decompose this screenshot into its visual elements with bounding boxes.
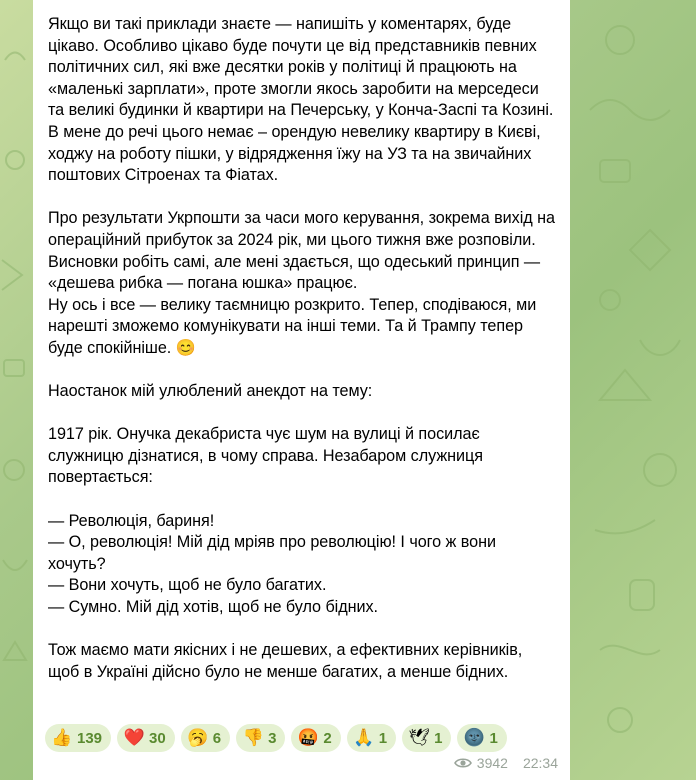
- post-text: Якщо ви такі приклади знаєте — напишіть у коментарях, буде цікаво. Особливо цікаво буде почути це від представників певних політичних сил, які вже десятки років у політиці й працюють на «маленькі зарплати», проте змогли якось заробити на мерседеси та великі будинки й квартири на Печерську, у Конча-Заспі та Козині. В мене до речі цього немає – орендую невелику квартиру в Києві, ходжу на роботу пішки, у відрядження їжу на УЗ та на звичайних поштових Сітроенах та Фіатах. Про результати Укрпошти за часи мого керування, зокрема вихід на операційний прибуток за 2024 рік, ми цього тижня вже розповіли. Висновки робіть самі, але мені здається, що одеський принцип — «дешева рибка — погана юшка» працює. Ну ось і все — велику таємницю розкрито. Тепер, сподіваюся, ми нарешті зможемо комунікувати на інші теми. Та й Трампу тепер буде спокійніше. 😊 Наостанок мій улюблений анекдот на тему: 1917 рік. Онучка декабриста чує шум на вулиці й посилає служницю дізнатися, в чому справа. Незабаром служниця повертається: — Революція, бариня! — О, революція! Мій дід мріяв про революцію! І чого ж вони хочуть? — Вони хочуть, щоб не було багатих. — Сумно. Мій дід хотів, щоб не було бідних. Тож маємо мати якісних і не дешевих, а ефективних керівників, щоб в Україні дійсно було не менше багатих, а менше бідних.: [48, 15, 555, 681]
- reaction-count: 3: [268, 729, 277, 747]
- views-count: 3942: [476, 755, 508, 771]
- folded-hands-icon: 🙏: [353, 727, 375, 748]
- reaction-moon[interactable]: [457, 724, 506, 752]
- reaction-thumbs-up[interactable]: [45, 724, 111, 752]
- reaction-count: 2: [323, 729, 332, 747]
- reaction-heart[interactable]: [117, 724, 175, 752]
- reaction-count: 6: [212, 729, 222, 747]
- reactions-bar: [45, 724, 507, 752]
- reaction-count: 30: [149, 729, 166, 747]
- yawning-face-icon: 🥱: [187, 727, 209, 748]
- reaction-angry[interactable]: [291, 724, 340, 752]
- new-moon-face-icon: 🌚: [463, 727, 486, 748]
- message-time: 22:34: [522, 755, 558, 771]
- message-bubble: [33, 0, 570, 780]
- thumbs-up-icon: 👍: [51, 727, 73, 748]
- reaction-pray[interactable]: [347, 724, 396, 752]
- reaction-thumbs-down[interactable]: [236, 724, 285, 752]
- dove-icon: 🕊: [408, 727, 430, 748]
- reaction-count: 139: [77, 729, 103, 747]
- thumbs-down-icon: 👎: [242, 727, 264, 748]
- reaction-yawn[interactable]: [181, 724, 230, 752]
- eye-icon: [454, 757, 472, 769]
- reaction-count: 1: [489, 729, 498, 747]
- reaction-dove[interactable]: [402, 724, 451, 752]
- reaction-count: 1: [378, 729, 388, 747]
- message-meta: [454, 755, 558, 771]
- heart-icon: ❤️: [123, 727, 145, 748]
- reaction-count: 1: [434, 729, 443, 747]
- cursing-face-icon: 🤬: [297, 727, 319, 748]
